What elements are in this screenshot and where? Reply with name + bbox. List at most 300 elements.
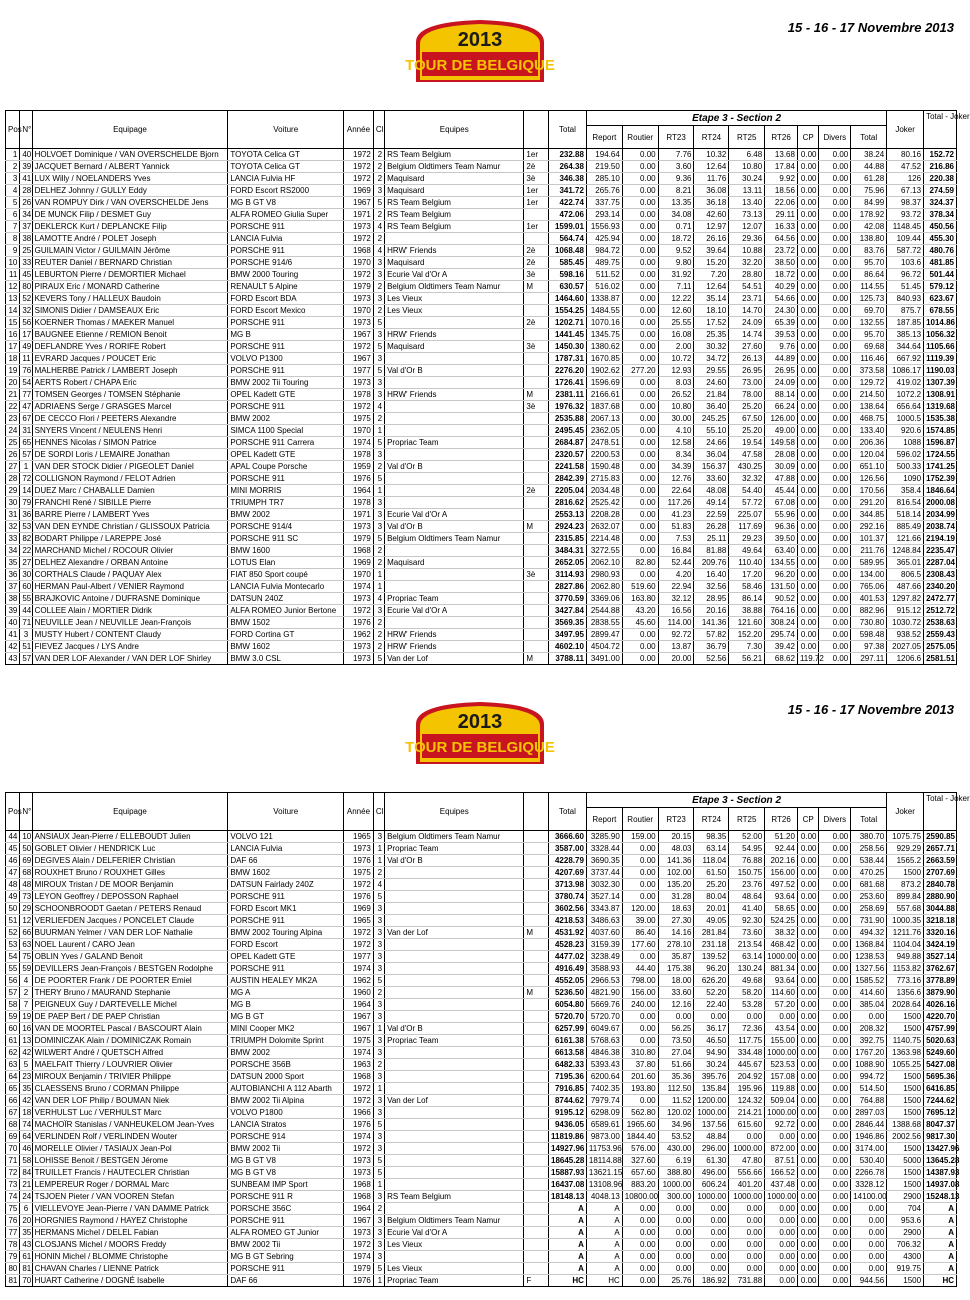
cell-rt24: 36.18	[694, 197, 729, 209]
cell-equipage: LAMOTTE André / POLET Joseph	[32, 233, 228, 245]
cell-total-etape: 530.40	[851, 1155, 887, 1167]
cell-equipes: Maquisard	[385, 557, 524, 569]
cell-rt24: 17.52	[694, 317, 729, 329]
cell-rt24: 36.79	[694, 641, 729, 653]
table-row	[6, 449, 957, 461]
cell-rt24: 48.08	[694, 485, 729, 497]
cell-equipes: Van der Lof	[385, 927, 524, 939]
cell-divers: 0.00	[819, 521, 851, 533]
cell-no: 24	[20, 1191, 32, 1203]
cell-total: 1450.30	[549, 341, 587, 353]
cell-classe-rank	[524, 1167, 549, 1179]
cell-joker: 949.88	[887, 951, 924, 963]
cell-voiture: PORSCHE 914/6	[228, 257, 344, 269]
cell-classe-rank	[524, 1227, 549, 1239]
cell-rt25: 0.00	[729, 1131, 765, 1143]
cell-divers: 0.00	[819, 581, 851, 593]
cell-cp: 0.00	[797, 185, 819, 197]
cell-routier: 0.00	[622, 197, 658, 209]
cell-total-etape: 129.72	[851, 377, 887, 389]
cell-cp: 0.00	[797, 1179, 819, 1191]
cell-classe-rank	[524, 1191, 549, 1203]
table-row	[6, 1059, 957, 1071]
cell-voiture: DAF 66	[228, 855, 344, 867]
cell-total-joker: A	[924, 1239, 957, 1251]
cell-joker: 1075.75	[887, 831, 924, 843]
cell-rt23: 9.52	[658, 245, 694, 257]
cell-rt23: 7.76	[658, 149, 694, 161]
cell-joker: 109.44	[887, 233, 924, 245]
cell-rt23: 27.04	[658, 1047, 694, 1059]
cell-pos: 69	[6, 1131, 20, 1143]
table-row	[6, 581, 957, 593]
cell-rt24: 12.97	[694, 221, 729, 233]
cell-no: 34	[20, 209, 32, 221]
cell-divers: 0.00	[819, 963, 851, 975]
cell-cl: 3	[373, 605, 384, 617]
cell-divers: 0.00	[819, 1155, 851, 1167]
cell-report: 984.72	[586, 245, 622, 257]
cell-no: 65	[20, 437, 32, 449]
cell-equipage: COLLIGNON Raymond / FELOT Adrien	[32, 473, 228, 485]
cell-total-etape: 208.32	[851, 1023, 887, 1035]
cell-rt24: 296.00	[694, 1143, 729, 1155]
cell-rt25: 54.40	[729, 485, 765, 497]
cell-rt25: 30.24	[729, 173, 765, 185]
table-row	[6, 593, 957, 605]
cell-total-joker: 6416.85	[924, 1083, 957, 1095]
cell-equipes	[385, 879, 524, 891]
cell-cp: 0.00	[797, 1071, 819, 1083]
cell-cl: 3	[373, 1191, 384, 1203]
table-row	[6, 903, 957, 915]
cell-rt26: 67.08	[765, 497, 798, 509]
cell-total-etape: 0.00	[851, 1215, 887, 1227]
cell-annee: 1972	[344, 939, 374, 951]
cell-report: 5720.70	[586, 1011, 622, 1023]
cell-total: 4228.79	[549, 855, 587, 867]
cell-total: 564.74	[549, 233, 587, 245]
cell-cp: 0.00	[797, 173, 819, 185]
table-row	[6, 987, 957, 999]
cell-annee: 1972	[344, 341, 374, 353]
cell-divers: 0.00	[819, 533, 851, 545]
cell-cp: 0.00	[797, 1143, 819, 1155]
cell-joker: 816.54	[887, 497, 924, 509]
cell-total-joker: 3762.67	[924, 963, 957, 975]
cell-annee: 1973	[344, 1155, 374, 1167]
cell-rt25: 29.23	[729, 533, 765, 545]
cell-joker: 920.6	[887, 425, 924, 437]
cell-classe-rank: M	[524, 987, 549, 999]
cell-no: 27	[20, 557, 32, 569]
cell-voiture: MG B	[228, 329, 344, 341]
cell-joker: 51.45	[887, 281, 924, 293]
cell-total-joker: 501.44	[924, 269, 957, 281]
cell-rt25: 57.72	[729, 497, 765, 509]
cell-total: 3780.74	[549, 891, 587, 903]
cell-rt23: 33.60	[658, 987, 694, 999]
cell-rt24: 11.76	[694, 173, 729, 185]
cell-pos: 64	[6, 1071, 20, 1083]
cell-joker: 80.16	[887, 149, 924, 161]
table-row	[6, 915, 957, 927]
col-equipes: Equipes	[385, 111, 524, 149]
cell-annee: 1967	[344, 329, 374, 341]
cell-equipes: Val d'Or B	[385, 461, 524, 473]
cell-voiture: PORSCHE 911	[228, 221, 344, 233]
cell-cp: 0.00	[797, 1083, 819, 1095]
cell-routier: 0.00	[622, 1011, 658, 1023]
cell-cl: 5	[373, 197, 384, 209]
cell-classe-rank	[524, 425, 549, 437]
cell-routier: 0.00	[622, 389, 658, 401]
cell-equipage: VAN DER LOF Philip / BOUMAN Niek	[32, 1095, 228, 1107]
cell-cp: 0.00	[797, 641, 819, 653]
cell-joker: 1297.82	[887, 593, 924, 605]
cell-annee: 1976	[344, 1119, 374, 1131]
cell-total: 422.74	[549, 197, 587, 209]
cell-report: 194.64	[586, 149, 622, 161]
cell-routier: 10800.00	[622, 1191, 658, 1203]
cell-classe-rank	[524, 233, 549, 245]
cell-routier: 0.00	[622, 1251, 658, 1263]
cell-classe-rank: M	[524, 927, 549, 939]
cell-rt23: 25.55	[658, 317, 694, 329]
cell-equipage: DOMINICZAK Alain / DOMINICZAK Romain	[32, 1035, 228, 1047]
cell-total-joker: 480.76	[924, 245, 957, 257]
cell-total: 1441.45	[549, 329, 587, 341]
cell-no: 36	[20, 509, 32, 521]
cell-report: 5393.43	[586, 1059, 622, 1071]
cell-cp: 0.00	[797, 533, 819, 545]
cell-annee: 1964	[344, 485, 374, 497]
cell-rt26: 764.16	[765, 605, 798, 617]
cell-rt26: 1000.00	[765, 951, 798, 963]
table-row	[6, 1251, 957, 1263]
cell-equipes: Les Vieux	[385, 305, 524, 317]
cell-equipes	[385, 1071, 524, 1083]
cell-joker: 1565.2	[887, 855, 924, 867]
cell-classe-rank	[524, 473, 549, 485]
cell-report: 2980.93	[586, 569, 622, 581]
cell-cp: 0.00	[797, 1035, 819, 1047]
cell-classe-rank	[524, 903, 549, 915]
cell-total-etape: 414.60	[851, 987, 887, 999]
cell-equipes: RS Team Belgium	[385, 221, 524, 233]
cell-equipage: DEFLANDRE Yves / RORIFE Robert	[32, 341, 228, 353]
cell-rt24: 12.64	[694, 281, 729, 293]
table-row	[6, 245, 957, 257]
col-equipage: Equipage	[32, 793, 228, 831]
table-row	[6, 1155, 957, 1167]
cell-routier: 1965.60	[622, 1119, 658, 1131]
cell-equipes	[385, 1059, 524, 1071]
cell-joker: 1500	[887, 1011, 924, 1023]
cell-annee: 1960	[344, 987, 374, 999]
cell-cl: 3	[373, 497, 384, 509]
cell-pos: 9	[6, 245, 20, 257]
cell-report: 4037.60	[586, 927, 622, 939]
cell-cl: 3	[373, 915, 384, 927]
cell-rt25: 25.20	[729, 425, 765, 437]
cell-total-joker: 2663.59	[924, 855, 957, 867]
cell-total: 7195.36	[549, 1071, 587, 1083]
cell-voiture: PORSCHE 911	[228, 317, 344, 329]
cell-rt26: 131.50	[765, 581, 798, 593]
cell-equipes: HRW' Friends	[385, 641, 524, 653]
cell-annee: 1974	[344, 1251, 374, 1263]
cell-total-joker: 1724.55	[924, 449, 957, 461]
cell-cl: 3	[373, 1227, 384, 1239]
cell-total-joker: 481.85	[924, 257, 957, 269]
cell-total-joker: A	[924, 1263, 957, 1275]
cell-joker: 1030.72	[887, 617, 924, 629]
cell-rt23: 31.92	[658, 269, 694, 281]
cell-rt23: 92.72	[658, 629, 694, 641]
cell-annee: 1973	[344, 1227, 374, 1239]
cell-equipage: MAELFAIT Thierry / LOUVRIER Olivier	[32, 1059, 228, 1071]
table-row	[6, 879, 957, 891]
cell-joker: 587.72	[887, 245, 924, 257]
cell-total-joker: 1307.39	[924, 377, 957, 389]
cell-no: 11	[20, 353, 32, 365]
cell-divers: 0.00	[819, 1191, 851, 1203]
cell-total-etape: 291.20	[851, 497, 887, 509]
cell-cl: 1	[373, 485, 384, 497]
cell-annee: 1973	[344, 317, 374, 329]
cell-cl: 3	[373, 257, 384, 269]
cell-equipes	[385, 1119, 524, 1131]
table-row	[6, 161, 957, 173]
cell-equipage: VAN DER LOF Alexander / VAN DER LOF Shirley	[32, 653, 228, 665]
cell-pos: 31	[6, 509, 20, 521]
cell-total-etape: 598.48	[851, 629, 887, 641]
cell-total-joker: 9817.30	[924, 1131, 957, 1143]
cell-equipes: Ecurie Val d'Or A	[385, 269, 524, 281]
cell-voiture: BMW 2002	[228, 1047, 344, 1059]
cell-cp: 0.00	[797, 1131, 819, 1143]
cell-report: A	[586, 1203, 622, 1215]
col-cl: Cl.	[373, 111, 384, 149]
cell-total-joker: 324.37	[924, 197, 957, 209]
cell-pos: 51	[6, 915, 20, 927]
table-row	[6, 569, 957, 581]
cell-classe-rank	[524, 1251, 549, 1263]
table-row	[6, 401, 957, 413]
cell-classe-rank	[524, 209, 549, 221]
cell-report: 265.76	[586, 185, 622, 197]
cell-pos: 53	[6, 939, 20, 951]
cell-no: 69	[20, 855, 32, 867]
table-row	[6, 1227, 957, 1239]
cell-voiture: PORSCHE 911	[228, 341, 344, 353]
cell-routier: 0.00	[622, 545, 658, 557]
cell-cp: 0.00	[797, 485, 819, 497]
cell-cl: 4	[373, 401, 384, 413]
cell-rt26: 96.20	[765, 569, 798, 581]
cell-routier: 519.60	[622, 581, 658, 593]
cell-report: 3369.06	[586, 593, 622, 605]
cell-rt25: 73.13	[729, 209, 765, 221]
cell-rt25: 53.28	[729, 999, 765, 1011]
cell-routier: 0.00	[622, 221, 658, 233]
cell-divers: 0.00	[819, 161, 851, 173]
cell-cp: 0.00	[797, 1167, 819, 1179]
col-divers: Divers	[819, 808, 851, 831]
cell-routier: 0.00	[622, 149, 658, 161]
cell-rt25: 72.36	[729, 1023, 765, 1035]
cell-rt25: 401.20	[729, 1179, 765, 1191]
cell-total-joker: 13427.96	[924, 1143, 957, 1155]
cell-divers: 0.00	[819, 485, 851, 497]
cell-routier: 0.00	[622, 569, 658, 581]
cell-joker: 1500	[887, 1083, 924, 1095]
cell-report: 2214.48	[586, 533, 622, 545]
cell-equipes	[385, 1131, 524, 1143]
cell-equipes	[385, 999, 524, 1011]
cell-no: 35	[20, 1227, 32, 1239]
cell-routier: 0.00	[622, 317, 658, 329]
cell-report: 7979.74	[586, 1095, 622, 1107]
cell-total: 346.38	[549, 173, 587, 185]
cell-equipage: BRAJKOVIC Antoine / DUFRASNE Dominique	[32, 593, 228, 605]
cell-divers: 0.00	[819, 927, 851, 939]
cell-rt26: 87.51	[765, 1155, 798, 1167]
cell-equipes	[385, 1143, 524, 1155]
cell-voiture: BMW 2002 Tii Alpina	[228, 1095, 344, 1107]
cell-equipage: HORGNIES Raymond / HAYEZ Christophe	[32, 1215, 228, 1227]
cell-cp: 0.00	[797, 855, 819, 867]
cell-no: 29	[20, 903, 32, 915]
cell-voiture: MG B GT V8	[228, 1167, 344, 1179]
cell-rt26: 64.56	[765, 233, 798, 245]
cell-annee: 1969	[344, 903, 374, 915]
cell-rt26: 308.24	[765, 617, 798, 629]
cell-routier: 86.40	[622, 927, 658, 939]
cell-routier: 310.80	[622, 1047, 658, 1059]
cell-rt25: 29.36	[729, 233, 765, 245]
cell-joker: 419.02	[887, 377, 924, 389]
cell-total-etape: 69.70	[851, 305, 887, 317]
cell-cp: 0.00	[797, 461, 819, 473]
cell-joker: 2900	[887, 1191, 924, 1203]
cell-rt25: 17.20	[729, 569, 765, 581]
cell-total-etape: 134.00	[851, 569, 887, 581]
cell-annee: 1970	[344, 569, 374, 581]
cell-classe-rank: 3è	[524, 401, 549, 413]
tour-de-belgique-logo	[405, 698, 555, 766]
cell-pos: 27	[6, 461, 20, 473]
cell-rt23: 1000.00	[658, 1179, 694, 1191]
col-joker: Joker	[887, 111, 924, 149]
cell-cl: 3	[373, 1035, 384, 1047]
cell-divers: 0.00	[819, 653, 851, 665]
cell-cl: 3	[373, 1107, 384, 1119]
col-voiture: Voiture	[228, 111, 344, 149]
cell-rt26: 18.56	[765, 185, 798, 197]
cell-annee: 1969	[344, 185, 374, 197]
cell-cl: 1	[373, 843, 384, 855]
cell-annee: 1977	[344, 365, 374, 377]
cell-no: 33	[20, 257, 32, 269]
cell-total-joker: 450.56	[924, 221, 957, 233]
cell-total-etape: 211.76	[851, 545, 887, 557]
cell-joker: 1088	[887, 437, 924, 449]
cell-cl: 2	[373, 149, 384, 161]
cell-total: 264.38	[549, 161, 587, 173]
cell-rt23: 0.00	[658, 1227, 694, 1239]
cell-classe-rank: 1er	[524, 221, 549, 233]
cell-rt26: 39.53	[765, 329, 798, 341]
cell-total-joker: 4026.16	[924, 999, 957, 1011]
cell-rt24: 22.59	[694, 509, 729, 521]
cell-rt25: 10.88	[729, 245, 765, 257]
cell-classe-rank	[524, 641, 549, 653]
cell-joker: 487.66	[887, 581, 924, 593]
cell-equipes	[385, 987, 524, 999]
cell-joker: 1153.82	[887, 963, 924, 975]
cell-cl: 5	[373, 653, 384, 665]
cell-equipage: NOEL Laurent / CARO Jean	[32, 939, 228, 951]
cell-rt24: 25.35	[694, 329, 729, 341]
cell-divers: 0.00	[819, 329, 851, 341]
cell-total-etape: 138.80	[851, 233, 887, 245]
table-row	[6, 1083, 957, 1095]
cell-annee: 1976	[344, 1275, 374, 1287]
cell-annee: 1972	[344, 879, 374, 891]
cell-rt25: 32.32	[729, 473, 765, 485]
cell-rt25: 32.20	[729, 257, 765, 269]
cell-total-etape: 764.88	[851, 1095, 887, 1107]
cell-rt25: 47.58	[729, 449, 765, 461]
cell-routier: 0.00	[622, 341, 658, 353]
cell-pos: 43	[6, 653, 20, 665]
cell-rt23: 56.25	[658, 1023, 694, 1035]
cell-no: 12	[20, 915, 32, 927]
cell-no: 41	[20, 173, 32, 185]
cell-cp: 0.00	[797, 353, 819, 365]
cell-cp: 0.00	[797, 963, 819, 975]
cell-no: 25	[20, 245, 32, 257]
cell-rt23: 12.60	[658, 305, 694, 317]
cell-annee: 1979	[344, 281, 374, 293]
cell-routier: 0.00	[622, 269, 658, 281]
cell-classe-rank	[524, 1083, 549, 1095]
cell-cl: 3	[373, 903, 384, 915]
cell-report: 2966.53	[586, 975, 622, 987]
table-row	[6, 293, 957, 305]
cell-rt26: 93.64	[765, 975, 798, 987]
cell-joker: 2900	[887, 1227, 924, 1239]
cell-classe-rank	[524, 1215, 549, 1227]
cell-report: 2544.88	[586, 605, 622, 617]
cell-pos: 72	[6, 1167, 20, 1179]
cell-joker: 67.13	[887, 185, 924, 197]
cell-equipage: GOBLET Olivier / HENDRICK Luc	[32, 843, 228, 855]
cell-joker: 98.37	[887, 197, 924, 209]
cell-cp: 0.00	[797, 365, 819, 377]
table-row	[6, 1095, 957, 1107]
cell-total-joker: 2590.85	[924, 831, 957, 843]
cell-joker: 1500	[887, 1107, 924, 1119]
cell-rt23: 25.76	[658, 1275, 694, 1287]
cell-classe-rank	[524, 461, 549, 473]
cell-report: 1556.93	[586, 221, 622, 233]
cell-rt26: 1000.00	[765, 1107, 798, 1119]
cell-routier: 0.00	[622, 951, 658, 963]
cell-total: 9436.05	[549, 1119, 587, 1131]
